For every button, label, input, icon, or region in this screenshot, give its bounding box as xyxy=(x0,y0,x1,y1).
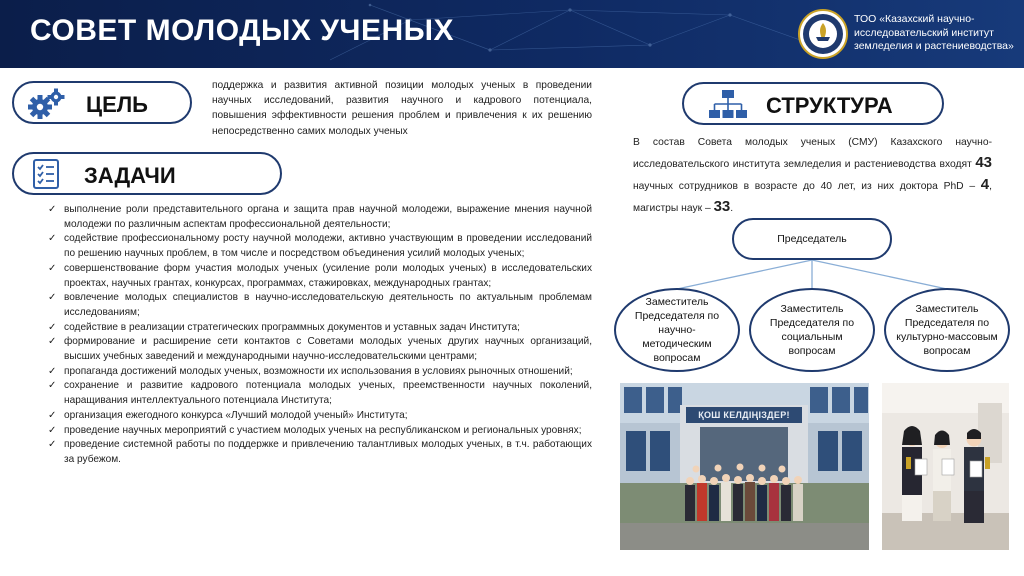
checkmark-icon: ✓ xyxy=(48,233,57,245)
checkmark-icon: ✓ xyxy=(48,365,57,377)
structure-section-label xyxy=(682,82,944,125)
phd-count: 4 xyxy=(980,176,990,193)
organization-name: ТОО «Казахский научно-исследовательский институт земледелия и растениеводства» xyxy=(854,13,1014,52)
tasks-section-label xyxy=(12,152,282,195)
list-item: ✓ организация ежегодного конкурса «Лучший молодой ученый» Института; xyxy=(48,409,592,424)
list-item: ✓ проведение системной работы по поддержке и привлечению талантливых молодых ученых, в т.ч. работающих за рубежом. xyxy=(48,439,592,465)
structure-description: В состав Совета молодых ученых (СМУ) Казахского научно-исследовательского института земледелия и растениеводства входят 43 научных сотрудников в возрасте до 40 лет, из них доктора PhD – 4, магистры наук – 33. xyxy=(633,137,992,215)
checkmark-icon: ✓ xyxy=(48,262,57,274)
list-item: ✓ пропаганда достижений молодых ученых, возможности их использования в условиях рыночных отношений; xyxy=(48,365,592,380)
list-item: ✓ сохранение и развитие кадрового потенциала молодых ученых, преемственности научных поколений, наращивания интеллектуального потенциала Института; xyxy=(48,380,592,407)
list-item: ✓ формирование и расширение сети контактов с Советами молодых ученых других научных организаций, высших учебных заведений и международными научно-исследовательскими центрами; xyxy=(48,336,592,363)
list-item: ✓ содействие в реализации стратегических программных документов и уставных задач Института; xyxy=(48,321,592,336)
checklist-icon xyxy=(32,158,62,195)
list-item: ✓ выполнение роли представительного органа и защита прав научной молодежи, выражение мнения научной молодежи по различным аспектам профессиональной деятельности; xyxy=(48,204,592,230)
org-chart-deputy-scientific: Заместитель Председателя по научно-методическим вопросам xyxy=(614,288,740,372)
header-banner xyxy=(0,0,1024,68)
goal-section-label xyxy=(12,81,192,124)
group-photo xyxy=(620,383,869,550)
checkmark-icon: ✓ xyxy=(48,409,57,421)
list-item: ✓ вовлечение молодых специалистов в научно-исследовательскую деятельность по актуальным проблемам исследованиям; xyxy=(48,292,592,318)
list-item: ✓ совершенствование форм участия молодых ученых (усиление роли молодых ученых) в исследовательских проектах, научных грантах, конкурсах, программах, стажировках, международных грантах; xyxy=(48,262,592,289)
goal-description: поддержка и развития активной позиции молодых ученых в проведении научных исследований, развития научного и кадрового потенциала, повышения эффективности решения проблем и привлечения к их решению непосредственно самих молодых ученых xyxy=(212,80,592,137)
checkmark-icon: ✓ xyxy=(48,336,57,348)
gears-icon xyxy=(26,87,68,126)
org-chart-deputy-social: Заместитель Председателя по социальным вопросам xyxy=(749,288,875,372)
institute-logo xyxy=(798,9,848,59)
checkmark-icon: ✓ xyxy=(48,424,57,436)
checkmark-icon: ✓ xyxy=(48,204,57,215)
tasks-heading: ЗАДАЧИ xyxy=(84,163,176,188)
masters-count: 33 xyxy=(713,198,731,215)
building-sign: ҚОШ КЕЛДІҢІЗДЕР! xyxy=(698,410,790,420)
goal-heading: ЦЕЛЬ xyxy=(86,92,148,117)
members-count: 43 xyxy=(975,154,992,171)
structure-heading: СТРУКТУРА xyxy=(766,93,893,118)
page-title: СОВЕТ МОЛОДЫХ УЧЕНЫХ xyxy=(30,14,455,47)
org-chart-icon xyxy=(708,89,748,124)
checkmark-icon: ✓ xyxy=(48,321,57,333)
tasks-list xyxy=(48,203,592,468)
list-item: ✓ проведение научных мероприятий с участием молодых ученых на республиканском и региональных уровнях; xyxy=(48,424,592,439)
org-chart-deputy-cultural: Заместитель Председателя по культурно-массовым вопросам xyxy=(884,288,1010,372)
org-chart-chair: Председатель xyxy=(732,218,892,260)
award-photo xyxy=(882,383,1009,550)
checkmark-icon: ✓ xyxy=(48,439,57,451)
list-item: ✓ содействие профессиональному росту научной молодежи, активно участвующим в проведении исследований по решению научных проблем, в том числе и посредством объединения усилий молодых ученых; xyxy=(48,233,592,260)
checkmark-icon: ✓ xyxy=(48,380,57,392)
checkmark-icon: ✓ xyxy=(48,292,57,304)
